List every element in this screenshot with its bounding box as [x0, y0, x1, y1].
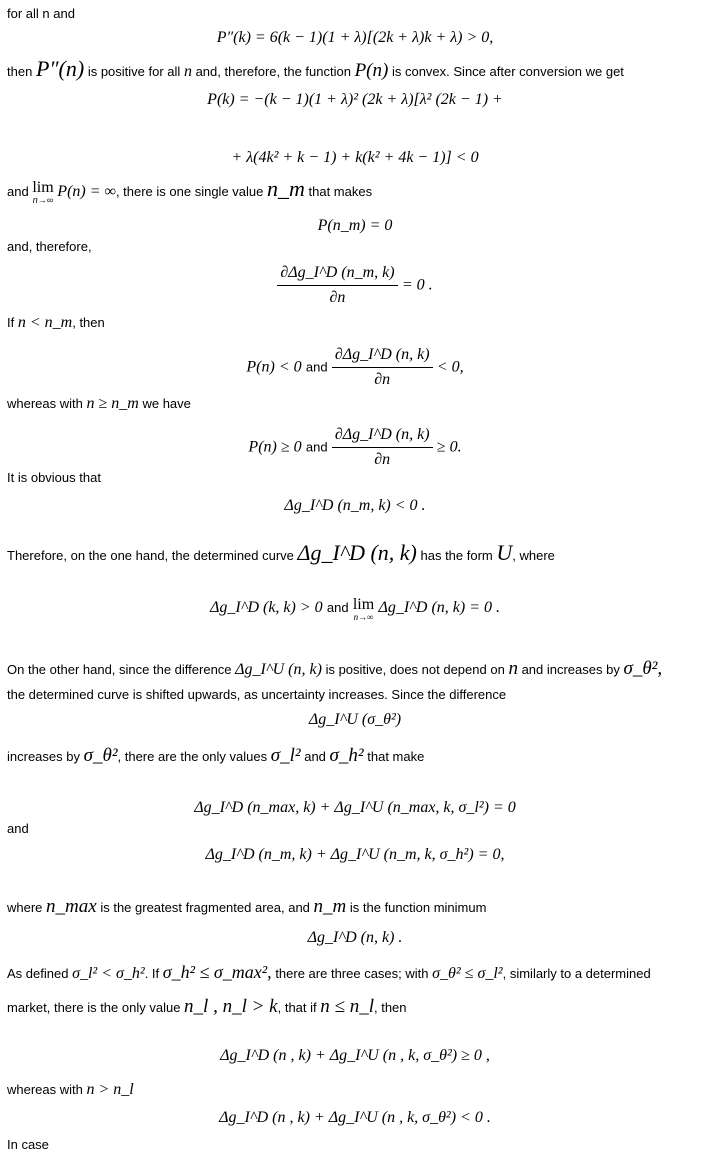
equation-negative-case: P(n) < 0 and $\frac{\partial\Delta g\_I\^{}D (n, k)}{\partial n}$ < 0,	[246, 346, 464, 388]
text-as-defined: As defined σ_l² < σ_h². If σ_h² ≤ σ_max², there are three cases; with σ_θ² ≤ σ_l², similarly to a determined	[7, 962, 651, 982]
limit-operator: lim n→∞	[32, 179, 54, 205]
text-whereas-nl: whereas with n > n_l	[7, 1081, 134, 1098]
text-obvious: It is obvious that	[7, 470, 101, 485]
equation-nm-condition: Δg_I^D (n_m, k) + Δg_I^U (n_m, k, σ_h²) = 0,	[205, 846, 505, 863]
equation-min-negative: Δg_I^D (n_m, k) < 0 .	[284, 497, 426, 514]
equation-Pk-part2: + λ(4k² + k − 1) + k(k² + 4k − 1)] < 0	[231, 149, 479, 166]
equation-function-min: Δg_I^D (n, k) .	[307, 929, 403, 946]
text-in-case: In case	[7, 1137, 49, 1152]
equation-curve-limits: Δg_I^D (k, k) > 0 and lim n→∞ Δg_I^D (n, k) = 0 .	[209, 596, 501, 622]
equation-Pnm: P(n_m) = 0	[317, 217, 393, 234]
text-shifted: the determined curve is shifted upwards, as uncertainty increases. Since the difference	[7, 687, 507, 702]
text-market: market, there is the only value n_l , n_l > k, that if n ≤ n_l, then	[7, 996, 407, 1017]
text-limit: and lim n→∞ P(n) = ∞, there is one single value n_m that makes	[7, 176, 373, 205]
equation-positive-case: P(n) ≥ 0 and $\frac{\partial\Delta g\_I\^{}D (n, k)}{\partial n}$ ≥ 0.	[248, 426, 462, 468]
text-for-all-n: for all n and	[7, 6, 75, 21]
equation-nmax-condition: Δg_I^D (n_max, k) + Δg_I^U (n_max, k, σ_l²) = 0	[194, 799, 516, 816]
equation-derivative-zero: $\frac{\partial\Delta g\_I\^{}D (n\_m, k)}{\partial n}$ = 0 .	[0, 262, 710, 309]
equation-Pk-part1: P(k) = −(k − 1)(1 + λ)² (2k + λ)[λ² (2k − 1) +	[207, 91, 503, 108]
text-if-n-less: If n < n_m, then	[7, 314, 105, 331]
text-convexity: then P″(n) is positive for all n and, therefore, the function P(n) is convex. Since after conversion we get	[7, 56, 624, 81]
equation-second-derivative: P″(k) = 6(k − 1)(1 + λ)[(2k + λ)k + λ) > 0,	[216, 29, 494, 46]
text-whereas: whereas with n ≥ n_m we have	[7, 395, 191, 412]
text-other-hand: On the other hand, since the difference Δg_I^U (n, k) is positive, does not depend on n and increases by σ_θ²,	[7, 658, 663, 679]
text-therefore: and, therefore,	[7, 239, 92, 254]
text-increases: increases by σ_θ², there are the only values σ_l² and σ_h² that make	[7, 745, 425, 766]
equation-nonnegative: Δg_I^D (n , k) + Δg_I^U (n , k, σ_θ²) ≥ 0 ,	[220, 1047, 490, 1064]
text-curve-form: Therefore, on the one hand, the determined curve Δg_I^D (n, k) has the form U, where	[7, 540, 555, 565]
text-where: where n_max is the greatest fragmented area, and n_m is the function minimum	[7, 896, 487, 917]
equation-negative: Δg_I^D (n , k) + Δg_I^U (n , k, σ_θ²) < 0 .	[219, 1109, 491, 1126]
symbol-P2n: P″(n)	[35, 56, 85, 81]
equation-dgU-sigma: Δg_I^U (σ_θ²)	[308, 711, 402, 728]
text-and: and	[7, 821, 29, 836]
